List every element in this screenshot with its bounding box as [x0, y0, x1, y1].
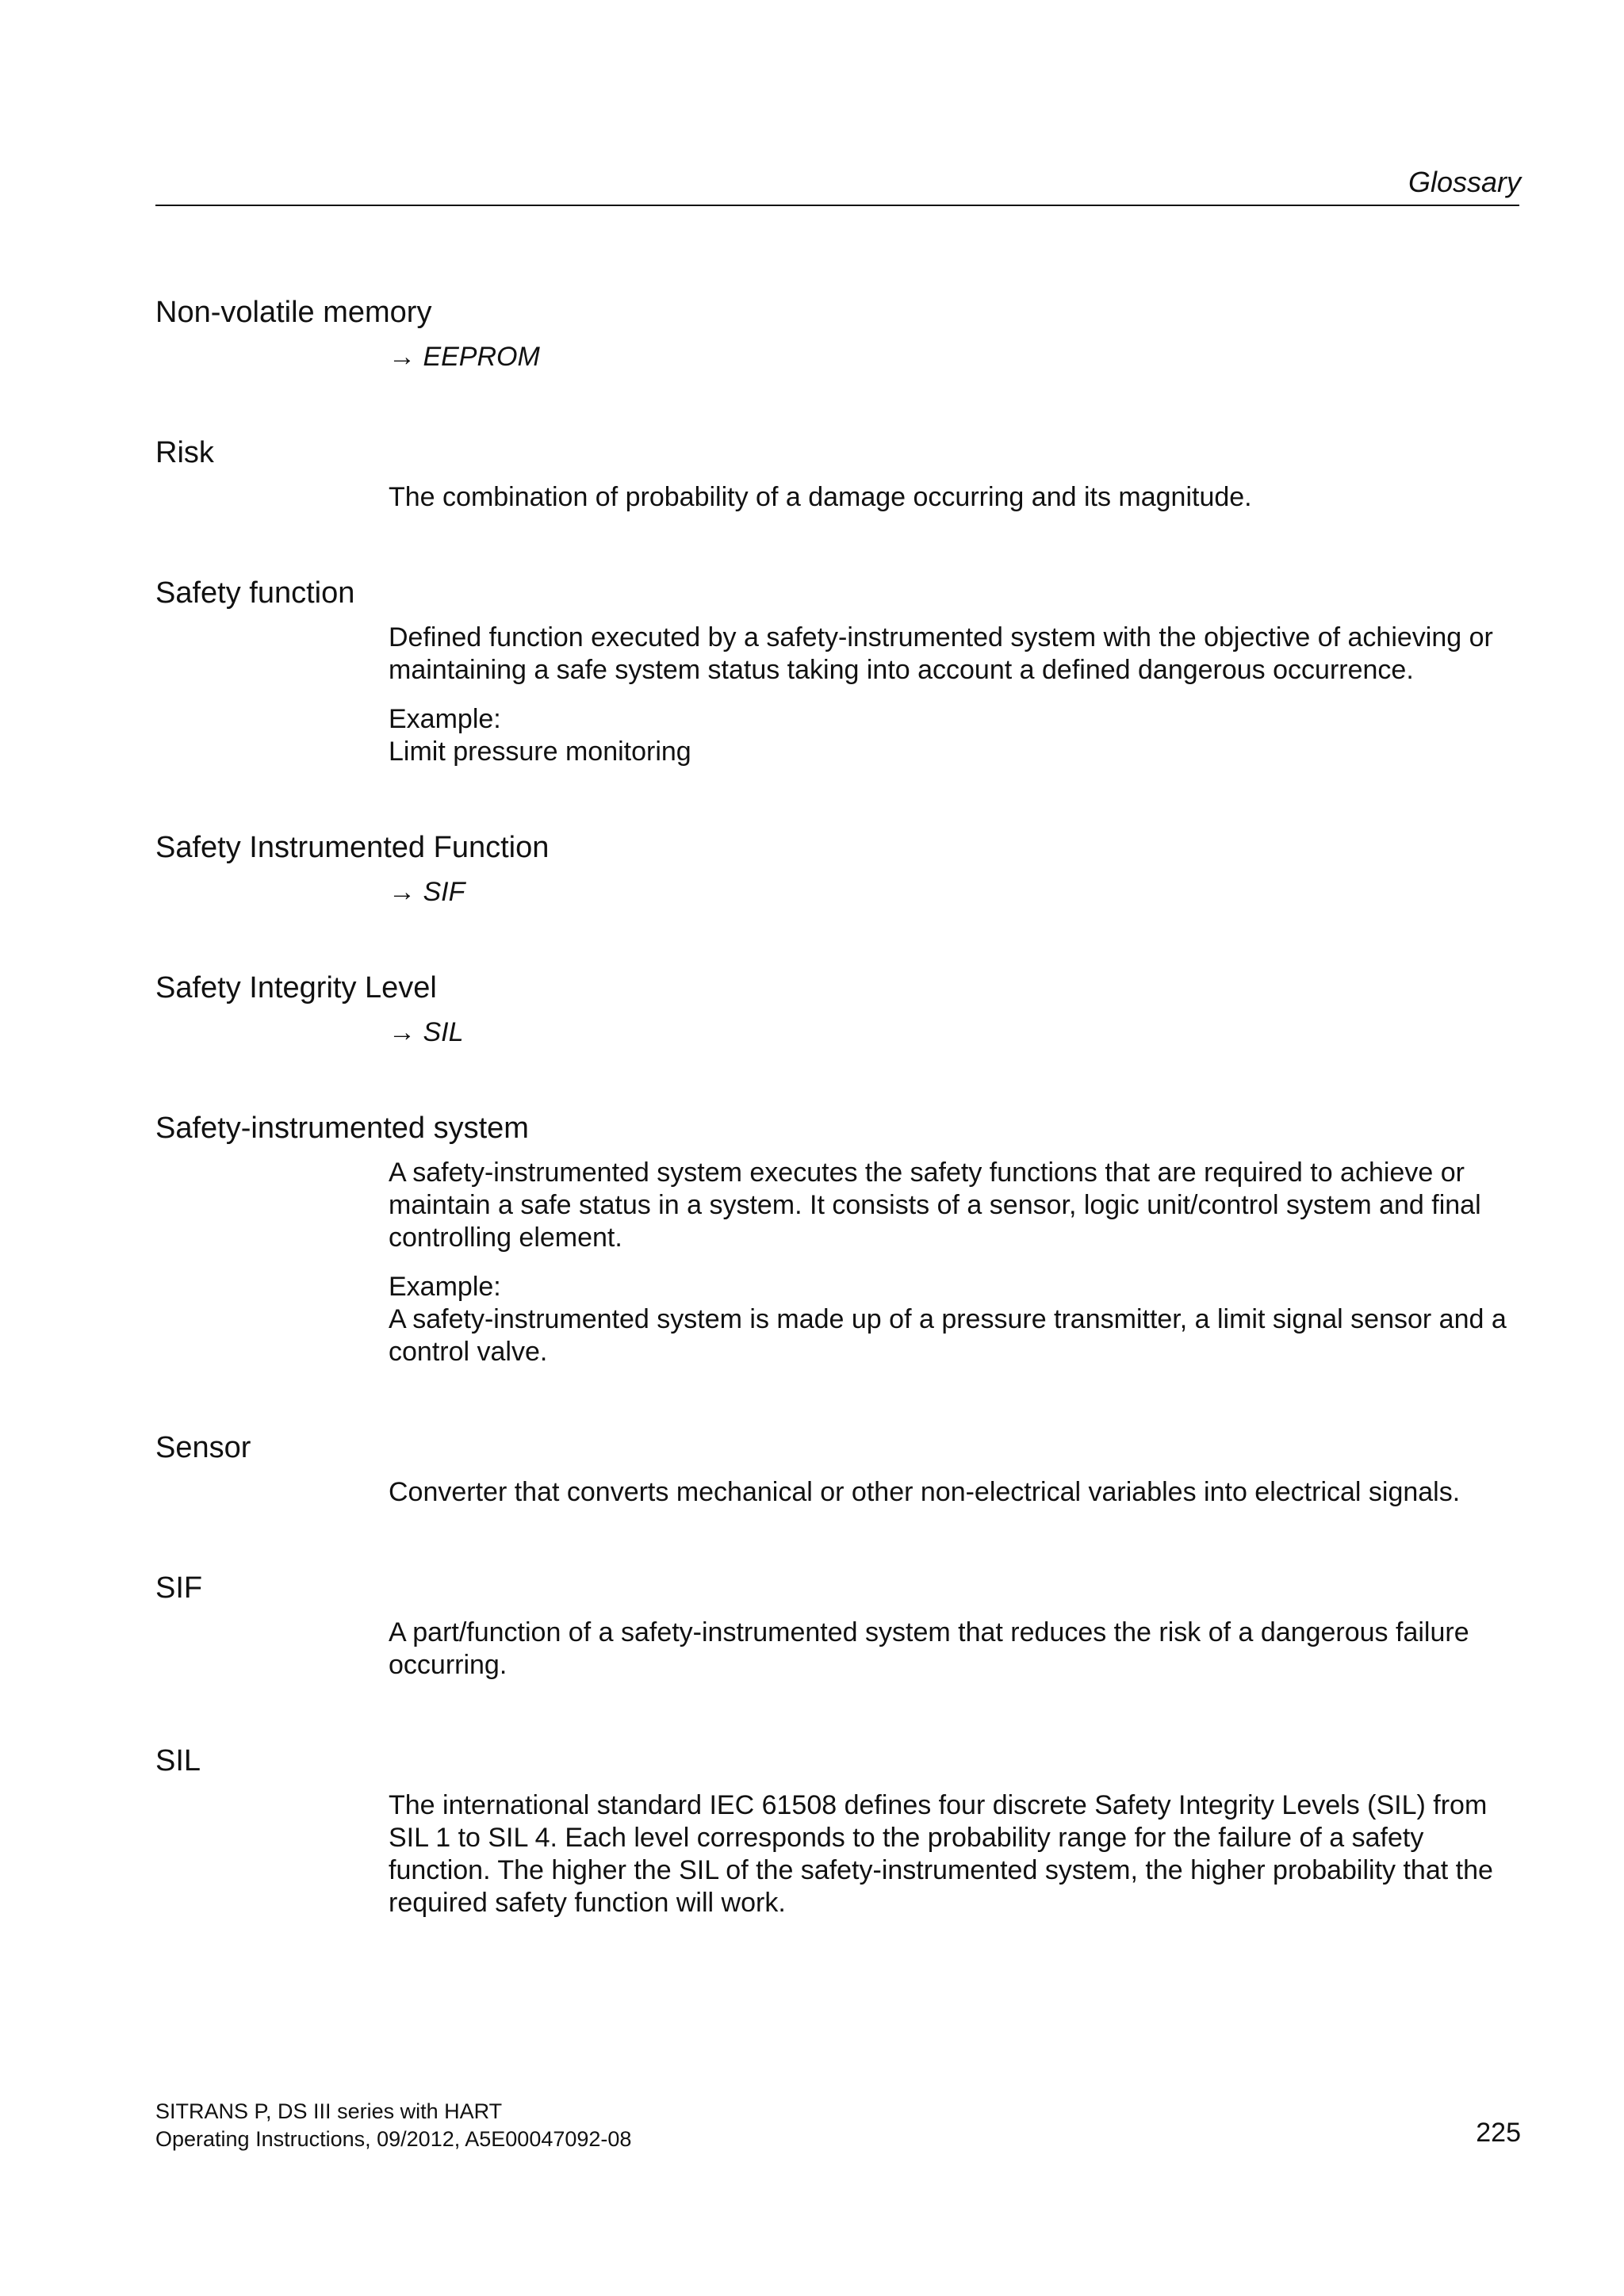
glossary-term: Risk: [155, 436, 214, 469]
glossary-entry-risk: [155, 434, 1519, 514]
glossary-definition: [389, 341, 1519, 373]
glossary-term: Safety Integrity Level: [155, 971, 437, 1004]
glossary-definition: [389, 481, 1519, 514]
definition-paragraph: Defined function executed by a safety-instrumented system with the objective of achieving or maintaining a safe system status taking into account a defined dangerous occurrence.: [389, 622, 1493, 685]
cross-reference-link[interactable]: → EEPROM: [389, 342, 540, 372]
glossary-definition: [389, 876, 1519, 909]
glossary-term: Non-volatile memory: [155, 296, 432, 329]
cross-reference-link[interactable]: → SIL: [389, 1017, 464, 1047]
glossary-entry-non-volatile-memory: [155, 293, 1519, 373]
header-rule: [155, 205, 1519, 206]
glossary-entry-sensor: [155, 1429, 1519, 1509]
glossary-entry-safety-instrumented-function: [155, 828, 1519, 909]
glossary-entry-safety-function: [155, 574, 1519, 768]
definition-paragraph: A safety-instrumented system executes the safety functions that are required to achieve or maintain a safe status in a system. It consists of a sensor, logic unit/control system and final controlling element.: [389, 1158, 1481, 1253]
footer-document-info: Operating Instructions, 09/2012, A5E00047092-08: [155, 2127, 632, 2151]
glossary-entry-sil: [155, 1742, 1519, 1919]
example-paragraph: Example: A safety-instrumented system is made up of a pressure transmitter, a limit signal sensor and a control valve.: [389, 1272, 1507, 1367]
glossary-term: Sensor: [155, 1431, 251, 1464]
glossary-list: [155, 293, 1519, 1980]
glossary-entry-sif: [155, 1569, 1519, 1682]
glossary-definition: [389, 1617, 1519, 1682]
glossary-term: Safety function: [155, 576, 355, 610]
glossary-term: Safety-instrumented system: [155, 1112, 529, 1145]
glossary-term: SIL: [155, 1744, 201, 1777]
page-number: 225: [1476, 2118, 1521, 2148]
glossary-definition: [389, 1476, 1519, 1509]
glossary-definition: [389, 622, 1519, 768]
glossary-entry-safety-integrity-level: [155, 969, 1519, 1049]
glossary-term: SIF: [155, 1571, 203, 1605]
page-footer: [155, 2098, 631, 2153]
glossary-definition: [389, 1789, 1519, 1919]
definition-paragraph: The international standard IEC 61508 defines four discrete Safety Integrity Levels (SIL) from SIL 1 to SIL 4. Each level corresponds to the probability range for the failure of a safety function. The higher the SIL of the safety-instrumented system, the higher probability that the required safety function will work.: [389, 1790, 1493, 1918]
footer-product-name: SITRANS P, DS III series with HART: [155, 2099, 503, 2123]
glossary-definition: [389, 1157, 1519, 1368]
definition-paragraph: A part/function of a safety-instrumented system that reduces the risk of a dangerous failure occurring.: [389, 1617, 1469, 1680]
definition-paragraph: Converter that converts mechanical or other non-electrical variables into electrical signals.: [389, 1477, 1461, 1507]
glossary-term: Safety Instrumented Function: [155, 831, 550, 864]
glossary-definition: [389, 1016, 1519, 1049]
cross-reference-link[interactable]: → SIF: [389, 877, 465, 907]
definition-paragraph: The combination of probability of a damage occurring and its magnitude.: [389, 482, 1252, 512]
example-paragraph: Example: Limit pressure monitoring: [389, 704, 691, 767]
running-header: Glossary: [1408, 166, 1521, 198]
glossary-entry-safety-instrumented-system: [155, 1109, 1519, 1368]
